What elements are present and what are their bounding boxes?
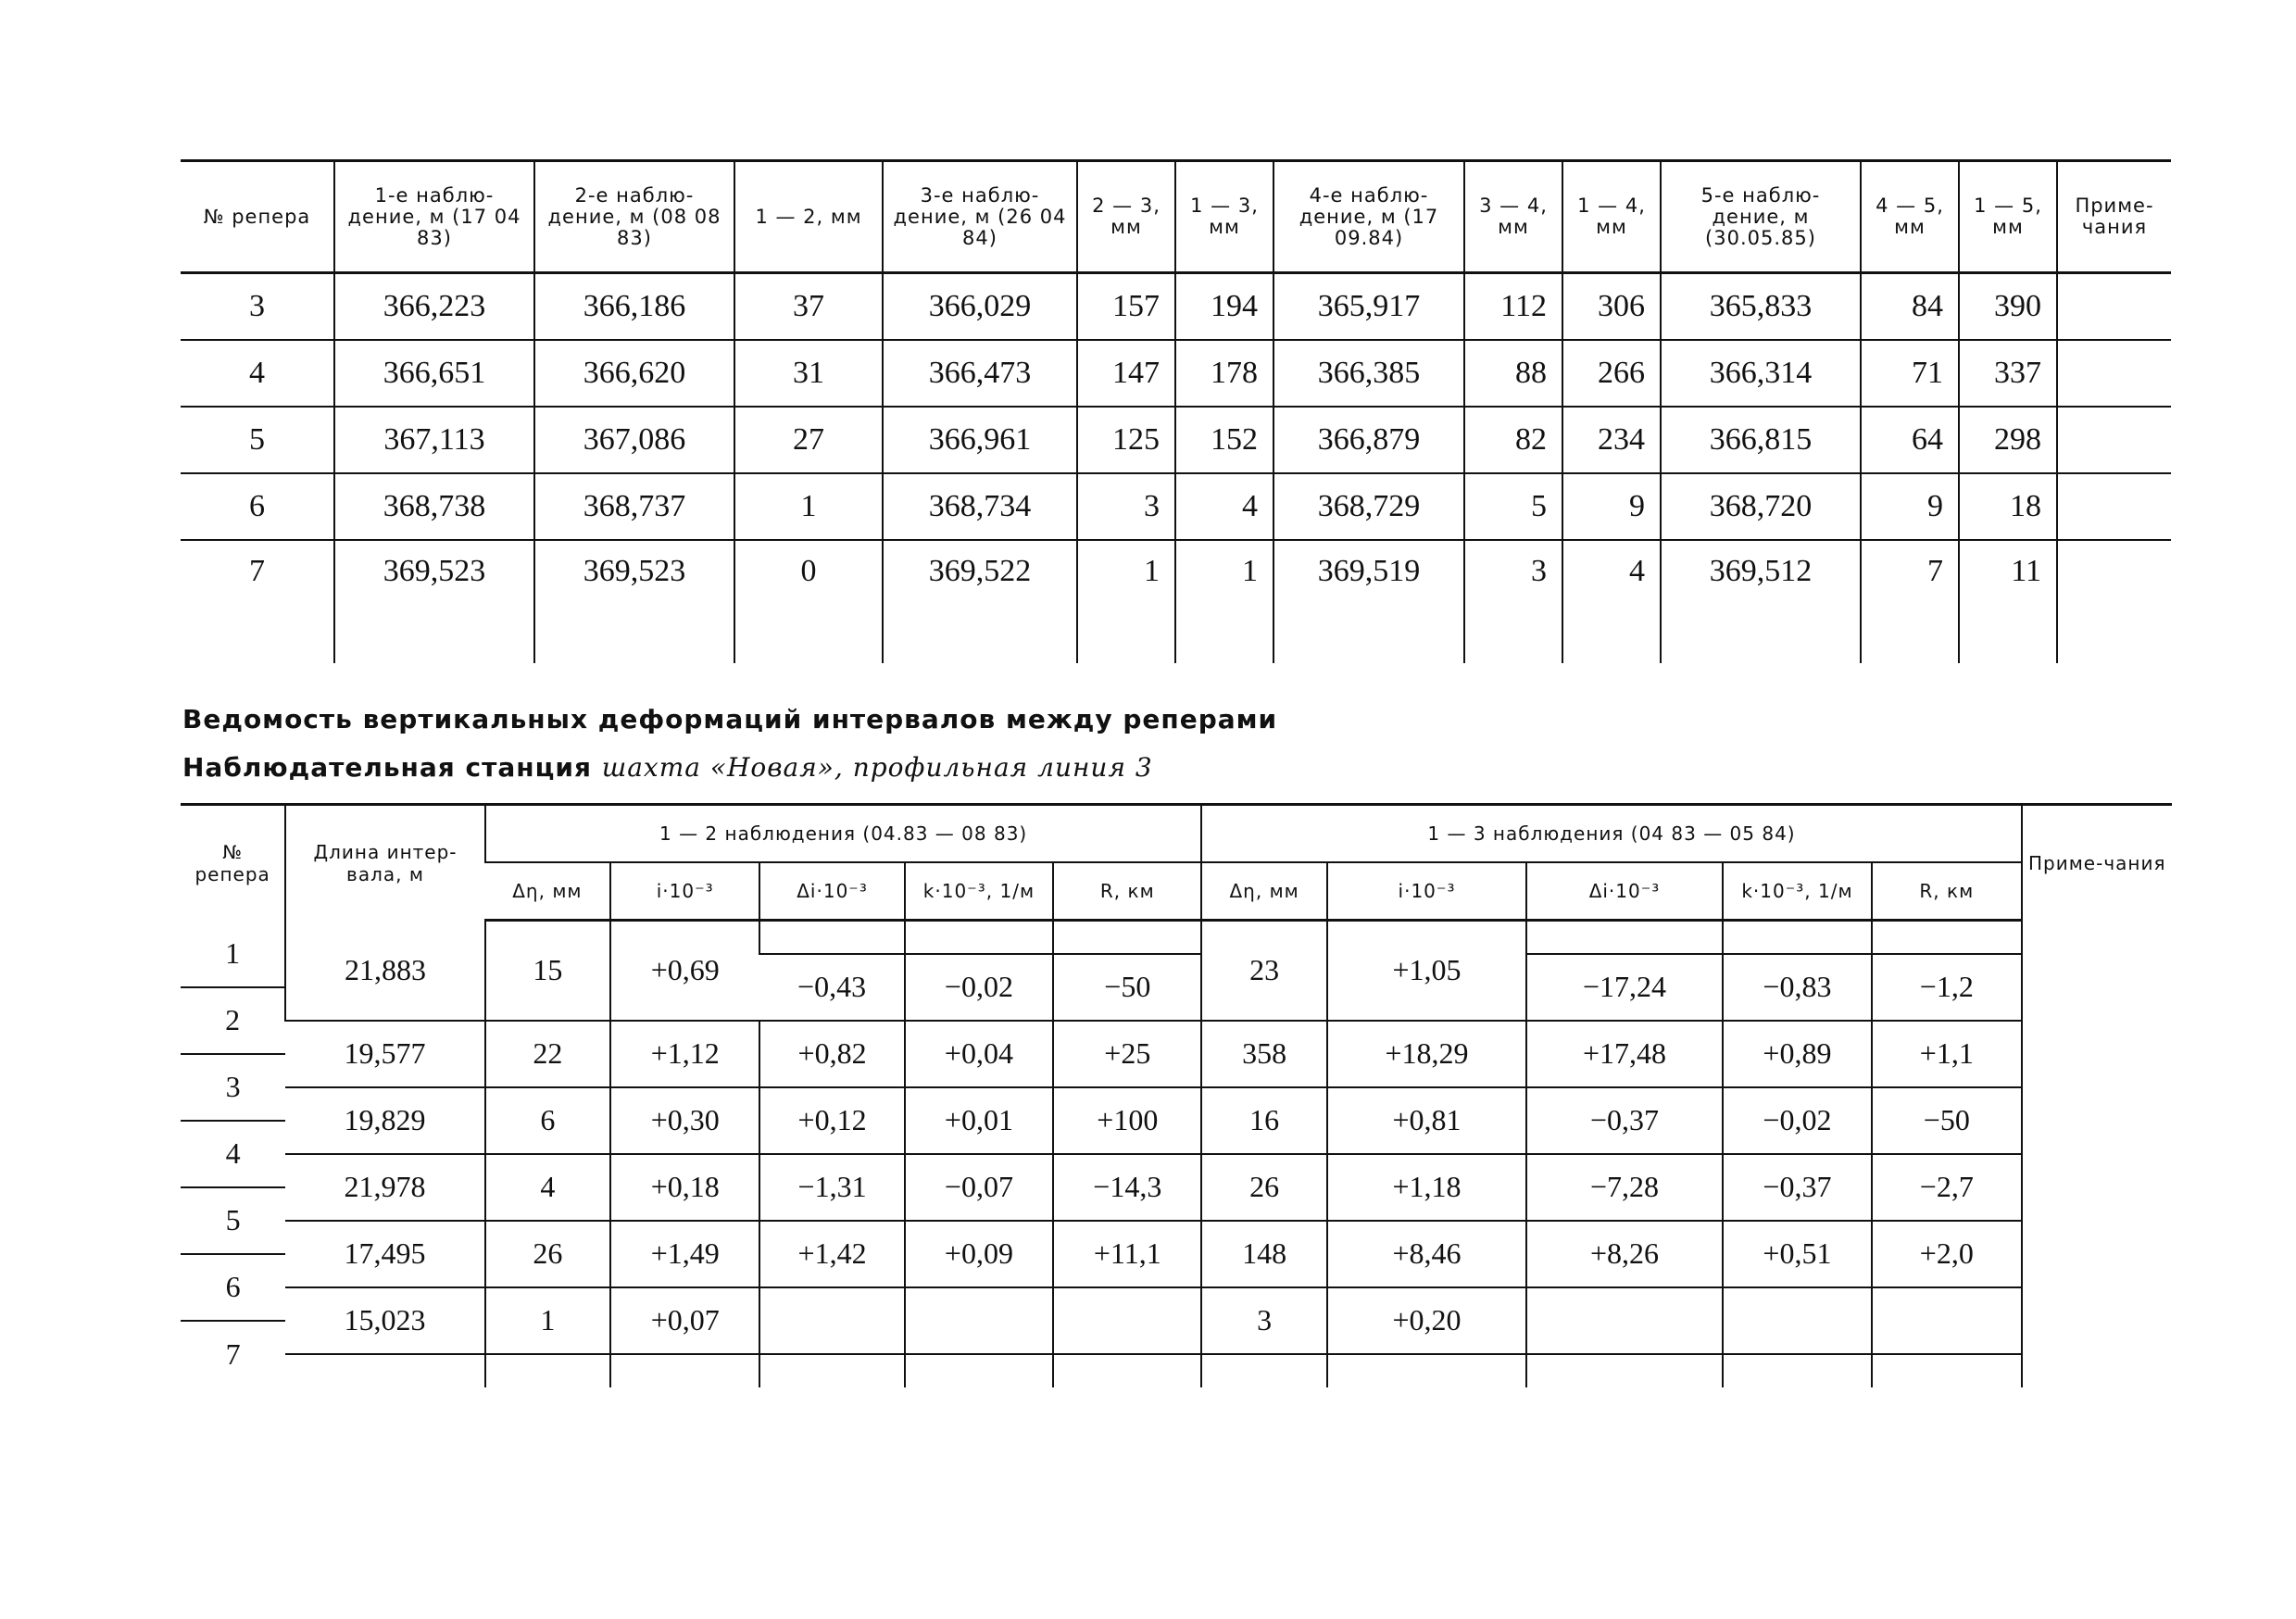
radius-1: −14,3 [1053, 1154, 1201, 1221]
radius-2 [1872, 1287, 2021, 1354]
curvature-1: −0,07 [905, 1154, 1053, 1221]
table-cell: 152 [1175, 407, 1273, 473]
delta-slope-1 [759, 921, 904, 954]
curvature-1: +0,09 [905, 1221, 1053, 1287]
table-cell: 84 [1861, 273, 1959, 341]
table2-subheader-cell: Δi·10⁻³ [1526, 862, 1722, 921]
table-cell: 147 [1077, 340, 1175, 407]
table1-header-cell: 2-е наблю-дение, м (08 08 83) [534, 161, 734, 273]
table2-subheader-cell: R, км [1872, 862, 2021, 921]
table1-header-cell: 3-е наблю-дение, м (26 04 84) [883, 161, 1077, 273]
table-cell: 366,385 [1273, 340, 1464, 407]
curvature-1: −0,02 [905, 954, 1053, 1021]
table-cell [1661, 630, 1861, 663]
delta-eta-2: 16 [1201, 1087, 1326, 1154]
table-cell: 266 [1562, 340, 1661, 407]
table-cell: 178 [1175, 340, 1273, 407]
table-cell: 194 [1175, 273, 1273, 341]
table-cell [2057, 630, 2171, 663]
delta-eta-1: 4 [485, 1154, 610, 1221]
table-cell: 71 [1861, 340, 1959, 407]
interval-length: 19,577 [285, 1021, 484, 1087]
slope-1: +1,49 [610, 1221, 759, 1287]
delta-eta-1: 22 [485, 1021, 610, 1087]
table-cell: 390 [1959, 273, 2057, 341]
table-cell: 367,113 [334, 407, 534, 473]
table-row-spacer [181, 630, 2171, 663]
delta-slope-2 [1526, 921, 1722, 954]
table1-header-cell: 1 — 5, мм [1959, 161, 2057, 273]
table1-header-cell: Приме-чания [2057, 161, 2171, 273]
table2-subheader-cell: k·10⁻³, 1/м [1723, 862, 1872, 921]
slope-1: +0,18 [610, 1154, 759, 1221]
table-cell: 365,833 [1661, 273, 1861, 341]
table-cell: 369,519 [1273, 540, 1464, 630]
table-cell: 306 [1562, 273, 1661, 341]
slope-2: +0,81 [1327, 1087, 1526, 1154]
document-title: Ведомость вертикальных деформаций интервалов между реперами [182, 704, 1278, 734]
curvature-1: +0,01 [905, 1087, 1053, 1154]
interval-deformation-table [181, 803, 2172, 1387]
delta-slope-1 [759, 1354, 904, 1387]
table-cell [2057, 273, 2171, 341]
table-cell [1562, 630, 1661, 663]
delta-eta-1-empty [485, 1354, 610, 1387]
table2-subheader-cell: i·10⁻³ [1327, 862, 1526, 921]
table-cell: 1 [734, 473, 883, 540]
table-cell: 366,961 [883, 407, 1077, 473]
delta-slope-1: −0,43 [759, 954, 904, 1021]
table-cell: 157 [1077, 273, 1175, 341]
table-cell [534, 630, 734, 663]
slope-2: +0,20 [1327, 1287, 1526, 1354]
table-cell: 369,523 [534, 540, 734, 630]
table-cell [734, 630, 883, 663]
table1-header-cell: № репера [181, 161, 334, 273]
table1-header-cell: 1 — 4, мм [1562, 161, 1661, 273]
notes-cell [2022, 921, 2173, 1387]
radius-2: −50 [1872, 1087, 2021, 1154]
curvature-2: −0,83 [1723, 954, 1872, 1021]
table-cell: 234 [1562, 407, 1661, 473]
table-cell [2057, 540, 2171, 630]
table-cell: 9 [1861, 473, 1959, 540]
header-group-1-2: 1 — 2 наблюдения (04.83 — 08 83) [485, 805, 1202, 863]
radius-2: −2,7 [1872, 1154, 2021, 1221]
table1-header-cell: 1 — 3, мм [1175, 161, 1273, 273]
table1-header-row [181, 161, 2171, 273]
table-cell: 365,917 [1273, 273, 1464, 341]
table-cell: 88 [1464, 340, 1562, 407]
slope-2: +18,29 [1327, 1021, 1526, 1087]
table-cell: 112 [1464, 273, 1562, 341]
table-cell: 4 [181, 340, 334, 407]
table-cell: 298 [1959, 407, 2057, 473]
table-row [181, 1087, 2172, 1121]
interval-length: 21,883 [285, 921, 484, 1021]
table2-group-header-row [181, 805, 2172, 863]
table-cell: 3 [1077, 473, 1175, 540]
table1-header-cell: 2 — 3, мм [1077, 161, 1175, 273]
table2-subheader-cell: Δη, мм [1201, 862, 1326, 921]
table-cell: 82 [1464, 407, 1562, 473]
table-cell: 367,086 [534, 407, 734, 473]
table-cell [1959, 630, 2057, 663]
point-label: 7 [181, 1321, 285, 1387]
slope-1-empty [610, 1354, 759, 1387]
station-name: шахта «Новая», профильная линия 3 [601, 752, 1153, 783]
table-cell: 0 [734, 540, 883, 630]
table-cell: 369,522 [883, 540, 1077, 630]
table-cell [1175, 630, 1273, 663]
table-cell [2057, 473, 2171, 540]
table-cell: 3 [1464, 540, 1562, 630]
delta-eta-1: 6 [485, 1087, 610, 1154]
table1-header-cell: 4-е наблю-дение, м (17 09.84) [1273, 161, 1464, 273]
table-cell [334, 630, 534, 663]
table2-subheader-cell: i·10⁻³ [610, 862, 759, 921]
station-label: Наблюдательная станция [182, 752, 592, 783]
delta-eta-2-empty [1201, 1354, 1326, 1387]
delta-eta-1: 15 [485, 921, 610, 1021]
table1-header-cell: 1-е наблю-дение, м (17 04 83) [334, 161, 534, 273]
radius-2: +1,1 [1872, 1021, 2021, 1087]
curvature-2: +0,51 [1723, 1221, 1872, 1287]
table1-header-cell: 5-е наблю-дение, м (30.05.85) [1661, 161, 1861, 273]
delta-eta-2: 3 [1201, 1287, 1326, 1354]
table1-header-cell: 3 — 4, мм [1464, 161, 1562, 273]
radius-2 [1872, 921, 2021, 954]
radius-1: +100 [1053, 1087, 1201, 1154]
delta-eta-1: 1 [485, 1287, 610, 1354]
table-row [181, 1354, 2172, 1387]
delta-eta-2: 148 [1201, 1221, 1326, 1287]
delta-eta-2: 358 [1201, 1021, 1326, 1087]
slope-1: +0,30 [610, 1087, 759, 1154]
point-label: 6 [181, 1254, 285, 1321]
radius-1 [1053, 1354, 1201, 1387]
table-row [181, 407, 2171, 473]
interval-length: 17,495 [285, 1221, 484, 1287]
table1-header-cell: 1 — 2, мм [734, 161, 883, 273]
slope-1: +0,07 [610, 1287, 759, 1354]
table-cell: 11 [1959, 540, 2057, 630]
table-cell: 3 [181, 273, 334, 341]
point-label: 2 [181, 987, 285, 1054]
table-cell: 369,523 [334, 540, 534, 630]
table-cell: 366,186 [534, 273, 734, 341]
interval-length-empty [285, 1354, 484, 1387]
table-cell: 1 [1175, 540, 1273, 630]
table-cell: 64 [1861, 407, 1959, 473]
point-label: 3 [181, 1054, 285, 1121]
table-cell: 366,223 [334, 273, 534, 341]
slope-2: +8,46 [1327, 1221, 1526, 1287]
delta-eta-2: 23 [1201, 921, 1326, 1021]
station-subtitle [182, 752, 1153, 783]
table-row [181, 1021, 2172, 1054]
table-cell: 37 [734, 273, 883, 341]
radius-2: −1,2 [1872, 954, 2021, 1021]
delta-slope-1: −1,31 [759, 1154, 904, 1221]
table-cell [2057, 407, 2171, 473]
table-cell: 7 [249, 554, 265, 588]
table-cell [1273, 630, 1464, 663]
table-row [181, 340, 2171, 407]
curvature-1: +0,04 [905, 1021, 1053, 1087]
table2-subheader-cell: k·10⁻³, 1/м [905, 862, 1053, 921]
delta-slope-2: −0,37 [1526, 1087, 1722, 1154]
header-interval-length: Длина интер-вала, м [285, 805, 484, 921]
curvature-2: −0,37 [1723, 1154, 1872, 1221]
table-cell: 5 [181, 407, 334, 473]
table-cell [1077, 630, 1175, 663]
point-label: 1 [225, 935, 241, 970]
table-cell: 125 [1077, 407, 1175, 473]
delta-slope-1: +0,82 [759, 1021, 904, 1087]
table-cell: 337 [1959, 340, 2057, 407]
header-notes: Приме-чания [2022, 805, 2173, 921]
curvature-2 [1723, 921, 1872, 954]
radius-1 [1053, 1287, 1201, 1354]
delta-eta-1: 26 [485, 1221, 610, 1287]
table-cell: 368,737 [534, 473, 734, 540]
table-cell [883, 630, 1077, 663]
table-cell: 366,029 [883, 273, 1077, 341]
table-cell: 369,512 [1661, 540, 1861, 630]
curvature-2: +0,89 [1723, 1021, 1872, 1087]
table-cell: 9 [1562, 473, 1661, 540]
curvature-1 [905, 1354, 1053, 1387]
table-cell [1861, 630, 1959, 663]
table-cell: 7 [1861, 540, 1959, 630]
table-cell: 368,720 [1661, 473, 1861, 540]
table-cell [1464, 630, 1562, 663]
slope-1: +0,69 [610, 921, 759, 1021]
table-cell: 368,729 [1273, 473, 1464, 540]
delta-slope-1 [759, 1287, 904, 1354]
slope-2: +1,18 [1327, 1154, 1526, 1221]
slope-2-empty [1327, 1354, 1526, 1387]
table-cell: 1 [1077, 540, 1175, 630]
table-row [181, 540, 2171, 630]
radius-1 [1053, 921, 1201, 954]
table-row [181, 921, 2172, 954]
radius-2: +2,0 [1872, 1221, 2021, 1287]
table2-subheader-cell: Δi·10⁻³ [759, 862, 904, 921]
table2-subheader-cell: Δη, мм [485, 862, 610, 921]
table-row [181, 1287, 2172, 1321]
delta-eta-2: 26 [1201, 1154, 1326, 1221]
interval-length: 15,023 [285, 1287, 484, 1354]
curvature-2: −0,02 [1723, 1087, 1872, 1154]
table-cell: 18 [1959, 473, 2057, 540]
curvature-1 [905, 1287, 1053, 1354]
table-cell: 27 [734, 407, 883, 473]
point-label: 4 [181, 1121, 285, 1187]
curvature-1 [905, 921, 1053, 954]
radius-1: +25 [1053, 1021, 1201, 1087]
table-cell: 6 [181, 473, 334, 540]
slope-2: +1,05 [1327, 921, 1526, 1021]
header-group-1-3: 1 — 3 наблюдения (04 83 — 05 84) [1201, 805, 2021, 863]
table-cell: 366,314 [1661, 340, 1861, 407]
interval-length: 21,978 [285, 1154, 484, 1221]
table-cell: 366,473 [883, 340, 1077, 407]
delta-slope-2: +8,26 [1526, 1221, 1722, 1287]
table-cell: 368,738 [334, 473, 534, 540]
benchmark-observations-table [181, 159, 2171, 663]
table-cell: 366,651 [334, 340, 534, 407]
radius-1: +11,1 [1053, 1221, 1201, 1287]
delta-slope-2: +17,48 [1526, 1021, 1722, 1087]
delta-slope-2: −17,24 [1526, 954, 1722, 1021]
table1-header-cell: 4 — 5, мм [1861, 161, 1959, 273]
delta-slope-2: −7,28 [1526, 1154, 1722, 1221]
table-row [181, 1221, 2172, 1254]
delta-slope-2 [1526, 1354, 1722, 1387]
radius-2 [1872, 1354, 2021, 1387]
table-cell: 31 [734, 340, 883, 407]
table-row [181, 1154, 2172, 1187]
header-repera: № репера [181, 805, 285, 921]
table-row [181, 473, 2171, 540]
table-cell: 4 [1175, 473, 1273, 540]
table-cell: 366,620 [534, 340, 734, 407]
table-cell: 368,734 [883, 473, 1077, 540]
table-cell: 366,815 [1661, 407, 1861, 473]
slope-1: +1,12 [610, 1021, 759, 1087]
table2-subheader-cell: R, км [1053, 862, 1201, 921]
table-row [181, 273, 2171, 341]
point-label: 5 [181, 1187, 285, 1254]
curvature-2 [1723, 1354, 1872, 1387]
curvature-2 [1723, 1287, 1872, 1354]
table-cell: 366,879 [1273, 407, 1464, 473]
table-cell: 4 [1562, 540, 1661, 630]
delta-slope-2 [1526, 1287, 1722, 1354]
table-cell: 5 [1464, 473, 1562, 540]
table-cell [2057, 340, 2171, 407]
radius-1: −50 [1053, 954, 1201, 1021]
delta-slope-1: +0,12 [759, 1087, 904, 1154]
interval-length: 19,829 [285, 1087, 484, 1154]
table-cell [181, 630, 334, 663]
delta-slope-1: +1,42 [759, 1221, 904, 1287]
